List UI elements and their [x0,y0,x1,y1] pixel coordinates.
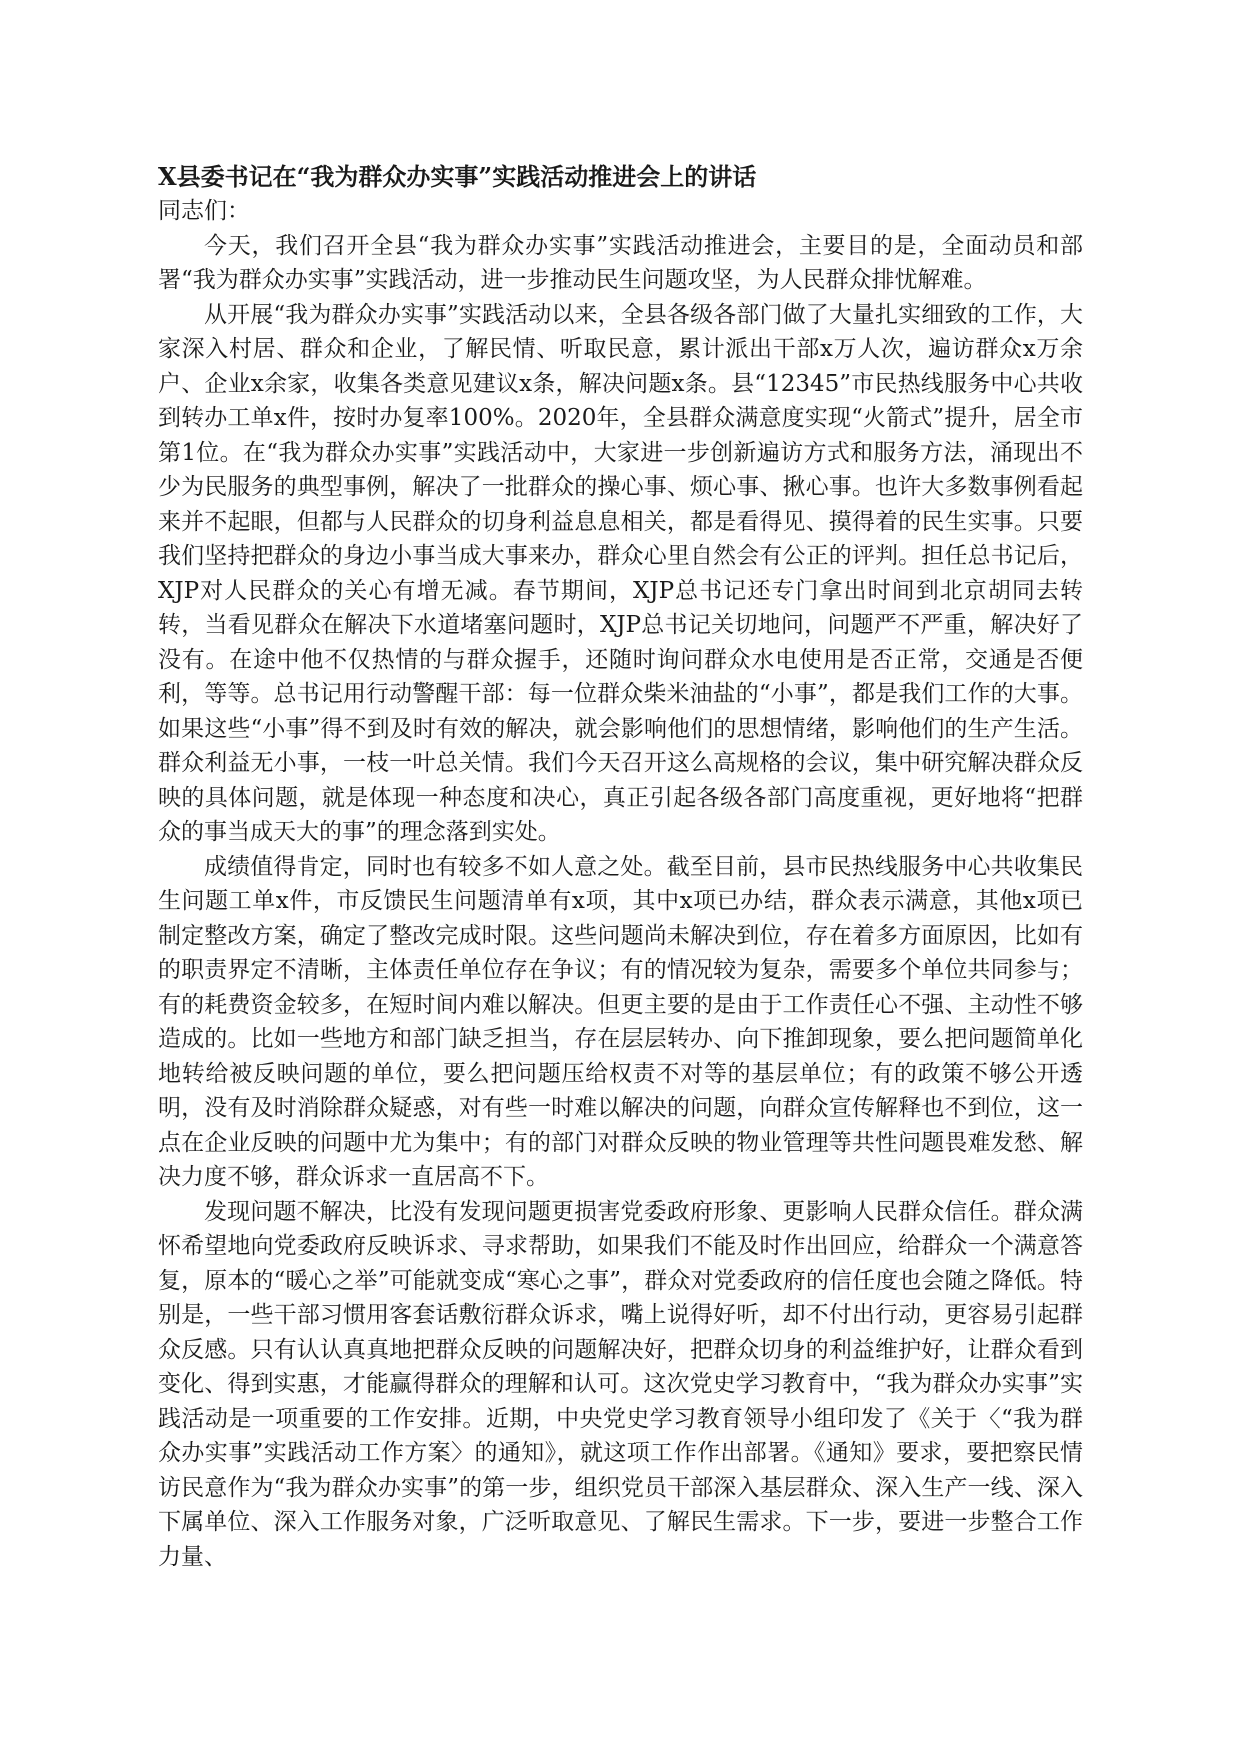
salutation: 同志们： [158,198,250,224]
document-title: X县委书记在“我为群众办实事”实践活动推进会上的讲话 [158,162,757,191]
paragraph-shortcomings: 成绩值得肯定，同时也有较多不如人意之处。截至目前，县市民热线服务中心共收集民生问题工单x件，市反馈民生问题清单有x项，其中x项已办结，群众表示满意，其他x项已制定整改方案，确定了整改完成时限。这些问题尚未解决到位，存在着多方面原因，比如有的职责界定不清晰，主体责任单位存在争议；有的情况较为复杂，需要多个单位共同参与；有的耗费资金较多，在短时间内难以解决。但更主要的是由于工作责任心不强、主动性不够造成的。比如一些地方和部门缺乏担当，存在层层转办、向下推卸现象，要么把问题简单化地转给被反映问题的单位，要么把问题压给权责不对等的基层单位；有的政策不够公开透明，没有及时消除群众疑惑，对有些一时难以解决的问题，向群众宣传解释也不到位，这一点在企业反映的问题中尤为集中；有的部门对群众反映的物业管理等共性问题畏难发愁、解决力度不够，群众诉求一直居高不下。 [158,853,1083,1190]
paragraph-achievements: 从开展“我为群众办实事”实践活动以来，全县各级各部门做了大量扎实细致的工作，大家深入村居、群众和企业，了解民情、听取民意，累计派出干部x万人次，遍访群众x万余户、企业x余家，收集各类意见建议x条，解决问题x条。县“12345”市民热线服务中心共收到转办工单x件，按时办复率100%。2020年，全县群众满意度实现“火箭式”提升，居全市第1位。在“我为群众办实事”实践活动中，大家进一步创新遍访方式和服务方法，涌现出不少为民服务的典型事例，解决了一批群众的操心事、烦心事、揪心事。也许大多数事例看起来并不起眼，但都与人民群众的切身利益息息相关，都是看得见、摸得着的民生实事。只要我们坚持把群众的身边小事当成大事来办，群众心里自然会有公正的评判。担任总书记后，XJP对人民群众的关心有增无减。春节期间，XJP总书记还专门拿出时间到北京胡同去转转，当看见群众在解决下水道堵塞问题时，XJP总书记关切地问，问题严不严重，解决好了没有。在途中他不仅热情的与群众握手，还随时询问群众水电使用是否正常，交通是否便利，等等。总书记用行动警醒干部：每一位群众柴米油盐的“小事”，都是我们工作的大事。如果这些“小事”得不到及时有效的解决，就会影响他们的思想情绪，影响他们的生产生活。群众利益无小事，一枝一叶总关情。我们今天召开这么高规格的会议，集中研究解决群众反映的具体问题，就是体现一种态度和决心，真正引起各级各部门高度重视，更好地将“把群众的事当成天大的事”的理念落到实处。 [158,301,1083,845]
paragraph-problem-solving: 发现问题不解决，比没有发现问题更损害党委政府形象、更影响人民群众信任。群众满怀希望地向党委政府反映诉求、寻求帮助，如果我们不能及时作出回应，给群众一个满意答复，原本的“暖心之举”可能就变成“寒心之事”，群众对党委政府的信任度也会随之降低。特别是，一些干部习惯用客套话敷衍群众诉求，嘴上说得好听，却不付出行动，更容易引起群众反感。只有认认真真地把群众反映的问题解决好，把群众切身的利益维护好，让群众看到变化、得到实惠，才能赢得群众的理解和认可。这次党史学习教育中，“我为群众办实事”实践活动是一项重要的工作安排。近期，中央党史学习教育领导小组印发了《关于〈“我为群众办实事”实践活动工作方案〉的通知》，就这项工作作出部署。《通知》要求，要把察民情访民意作为“我为群众办实事”的第一步，组织党员干部深入基层群众、深入生产一线、深入下属单位、深入工作服务对象，广泛听取意见、了解民生需求。下一步，要进一步整合工作力量、 [158,1198,1083,1570]
document-page [158,160,1083,1574]
paragraph-opening: 今天，我们召开全县“我为群众办实事”实践活动推进会，主要目的是，全面动员和部署“我为群众办实事”实践活动，进一步推动民生问题攻坚，为人民群众排忧解难。 [158,232,1083,293]
